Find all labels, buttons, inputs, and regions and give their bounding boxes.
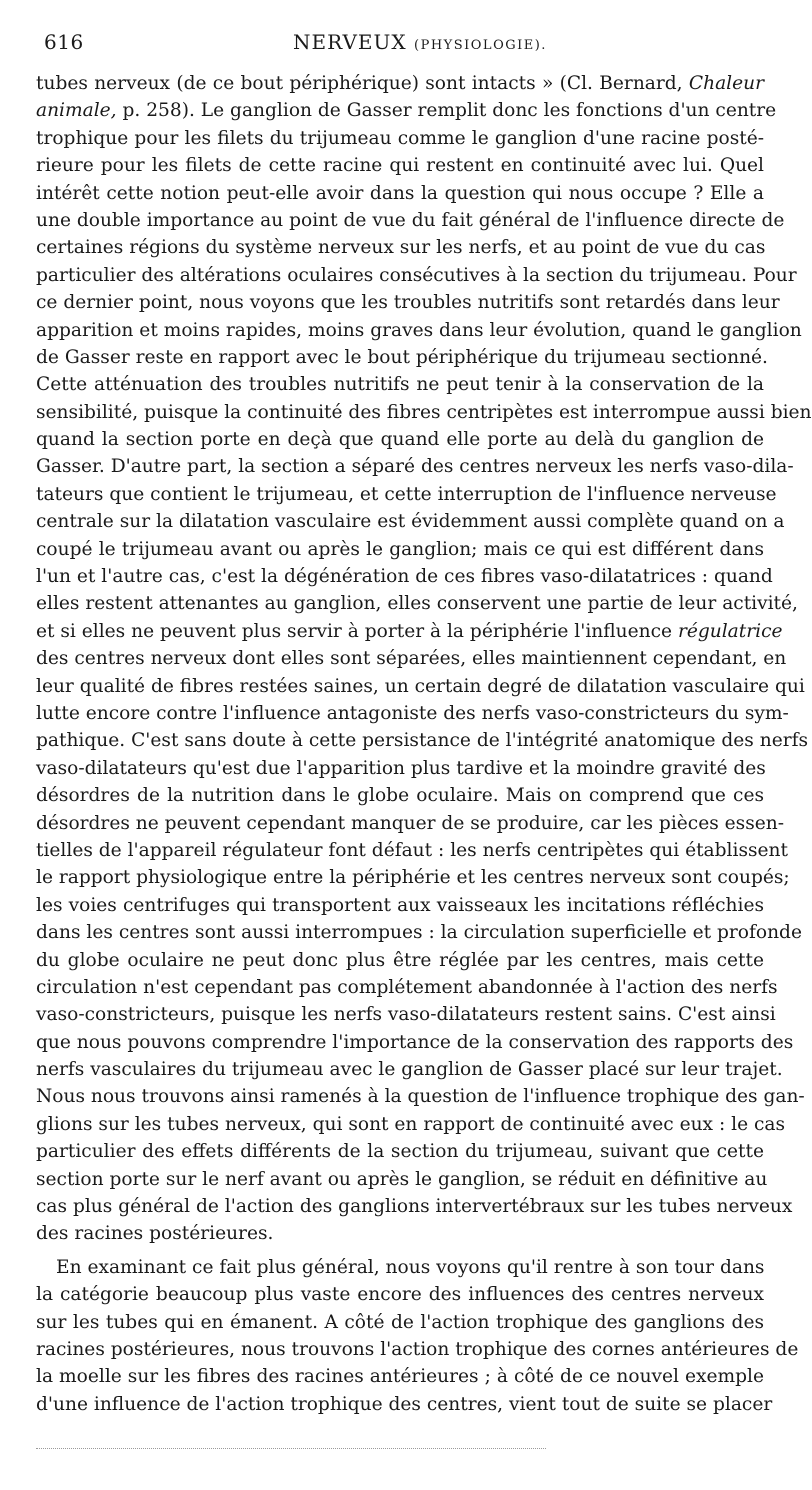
line-text: le rapport physiologique entre la périphérie et les centres nerveux sont coupés; (36, 867, 790, 889)
line-text: une double importance au point de vue du fait général de l'influence directe de (36, 209, 785, 231)
line-text: les voies centrifuges qui transportent aux vaisseaux les incitations réfléchies (36, 894, 764, 916)
text-line (36, 453, 794, 480)
text-line (36, 974, 778, 1001)
text-line (36, 1083, 805, 1110)
line-text: intérêt cette notion peut-elle avoir dans la question qui nous occupe ? Elle a (36, 182, 764, 204)
line-text: circulation n'est cependant pas complétement abandonnée à l'action des nerfs (36, 976, 778, 998)
text-line (36, 371, 764, 398)
text-line (36, 590, 798, 617)
text-line (36, 1309, 764, 1336)
text-line (36, 947, 764, 974)
line-text: coupé le trijumeau avant ou après le ganglion; mais ce qui est différent dans (36, 538, 764, 560)
text-line (36, 508, 785, 535)
text-line (36, 892, 764, 919)
line-text: l'un et l'autre cas, c'est la dégénération de ces fibres vaso-dilatatrices : quand (36, 566, 773, 588)
line-text: tielles de l'appareil régulateur font défaut : les nerfs centripètes qui établissent (36, 839, 788, 861)
line-text: trophique pour les filets du trijumeau comme le ganglion d'une racine posté- (36, 127, 764, 149)
text-line (36, 1336, 799, 1363)
running-header (36, 30, 764, 60)
text-line (36, 727, 809, 754)
text-line (36, 481, 777, 508)
text-line (36, 1193, 793, 1220)
line-text: dans les centres sont aussi interrompues : la circulation superficielle et profonde (36, 922, 802, 944)
line-text: de Gasser reste en rapport avec le bout périphérique du trijumeau sectionné. (36, 346, 768, 368)
line-text: du globe oculaire ne peut donc plus être réglée par les centres, mais cette (36, 949, 764, 971)
text-line (36, 673, 805, 700)
text-line (36, 70, 764, 97)
line-text: particulier des effets différents de la section du trijumeau, suivant que cette (36, 1141, 764, 1163)
paragraph-2 (36, 1254, 799, 1418)
text-line (36, 399, 812, 426)
body-text (36, 70, 812, 1418)
line-text: désordres ne peuvent cependant manquer de se produire, car les pièces essen- (36, 812, 784, 834)
line-text: cas plus général de l'action des ganglions intervertébraux sur les tubes nerveux (36, 1196, 793, 1218)
text-line (36, 864, 790, 891)
text-line (36, 755, 764, 782)
line-text: elles restent attenantes au ganglion, elles conservent une partie de leur activité, (36, 593, 798, 615)
line-text: leur qualité de fibres restées saines, un certain degré de dilatation vasculaire qui (36, 675, 805, 697)
text-line (36, 1391, 773, 1418)
text-line (36, 1029, 794, 1056)
text-line (36, 1056, 783, 1083)
text-line (36, 782, 764, 809)
line-text: vaso-constricteurs, puisque les nerfs vaso-dilatateurs restent sains. C'est ainsi (36, 1004, 776, 1026)
line-text: pathique. C'est sans doute à cette persistance de l'intégrité anatomique des nerfs (36, 730, 809, 752)
line-text: racines postérieures, nous trouvons l'action trophique des cornes antérieures de (36, 1338, 799, 1360)
paragraph-1 (36, 70, 812, 1248)
text-line (36, 152, 764, 179)
footer-rule (36, 1448, 546, 1449)
line-text: nerfs vasculaires du trijumeau avec le ganglion de Gasser placé sur leur trajet. (36, 1059, 783, 1081)
line-text: tubes nerveux (de ce bout périphérique) sont intacts » (Cl. Bernard, (36, 73, 689, 94)
text-line (36, 234, 764, 261)
running-title-main: NERVEUX (293, 30, 407, 54)
line-text: Cette atténuation des troubles nutritifs ne peut tenir à la conservation de la (36, 374, 764, 396)
text-line (36, 536, 764, 563)
text-line (36, 289, 780, 316)
italic-text: Chaleur (688, 73, 764, 94)
text-line (36, 317, 802, 344)
text-line (36, 1111, 786, 1138)
page-number: 616 (44, 30, 84, 54)
text-line (36, 563, 773, 590)
text-line (36, 1281, 764, 1308)
italic-text: animale, (36, 100, 117, 122)
line-text: certaines régions du système nerveux sur les nerfs, et au point de vue du cas (36, 237, 766, 259)
line-text: Nous nous trouvons ainsi ramenés à la question de l'influence trophique des gan- (36, 1086, 805, 1108)
text-line (36, 837, 788, 864)
line-text: la catégorie beaucoup plus vaste encore des influences des centres nerveux (36, 1284, 764, 1306)
line-text: d'une influence de l'action trophique des centres, vient tout de suite se placer (36, 1393, 773, 1415)
line-text: désordres de la nutrition dans le globe oculaire. Mais on comprend que ces (36, 785, 764, 807)
line-text: que nous pouvons comprendre l'importance de la conservation des rapports des (36, 1031, 794, 1053)
text-line (36, 125, 764, 152)
text-line (36, 1166, 768, 1193)
line-text: lutte encore contre l'influence antagoniste des nerfs vaso-constricteurs du sym- (36, 702, 789, 724)
line-text: centrale sur la dilatation vasculaire est évidemment aussi complète quand on a (36, 511, 785, 533)
line-text: tateurs que contient le trijumeau, et cette interruption de l'influence nerveuse (36, 483, 777, 505)
line-text: Gasser. D'autre part, la section a séparé des centres nerveux les nerfs vaso-dila- (36, 456, 794, 478)
text-line (36, 645, 787, 672)
line-text: rieure pour les filets de cette racine qui restent en continuité avec lui. Quel (36, 155, 764, 177)
italic-text: régulatrice (677, 620, 783, 642)
running-title (36, 30, 764, 54)
text-line (36, 1254, 764, 1281)
text-line (36, 700, 789, 727)
text-line (36, 1363, 764, 1390)
text-line (36, 810, 784, 837)
text-line (36, 1220, 764, 1247)
line-text: et si elles ne peuvent plus servir à porter à la périphérie l'influence (36, 620, 678, 642)
line-text: ce dernier point, nous voyons que les troubles nutritifs sont retardés dans leur (36, 292, 780, 314)
line-text: quand la section porte en deçà que quand elle porte au delà du ganglion de (36, 429, 764, 451)
text-line (36, 97, 777, 124)
text-line (36, 1138, 764, 1165)
line-text: p. 258). Le ganglion de Gasser remplit donc les fonctions d'un centre (116, 100, 777, 122)
line-text: sensibilité, puisque la continuité des fibres centripètes est interrompue aussi bien (36, 401, 812, 423)
running-title-sub: (PHYSIOLOGIE). (414, 38, 547, 53)
text-line (36, 207, 785, 234)
line-text: vaso-dilatateurs qu'est due l'apparition plus tardive et la moindre gravité des (36, 757, 766, 779)
line-text: section porte sur le nerf avant ou après le ganglion, se réduit en définitive au (36, 1168, 768, 1190)
text-line (36, 919, 802, 946)
line-text: des racines postérieures. (36, 1223, 274, 1245)
text-line (36, 1001, 776, 1028)
line-text: sur les tubes qui en émanent. A côté de l'action trophique des ganglions des (36, 1311, 764, 1333)
line-text: la moelle sur les fibres des racines antérieures ; à côté de ce nouvel exemple (36, 1366, 764, 1388)
text-line (36, 426, 764, 453)
line-text: apparition et moins rapides, moins graves dans leur évolution, quand le ganglion (36, 319, 802, 341)
text-line (36, 344, 768, 371)
text-line (36, 262, 797, 289)
line-text: particulier des altérations oculaires consécutives à la section du trijumeau. Pour (36, 264, 797, 286)
text-line (36, 180, 764, 207)
line-text: des centres nerveux dont elles sont séparées, elles maintiennent cependant, en (36, 648, 787, 670)
line-text: En examinant ce fait plus général, nous voyons qu'il rentre à son tour dans (56, 1256, 765, 1278)
text-line (36, 618, 783, 645)
line-text: glions sur les tubes nerveux, qui sont en rapport de continuité avec eux : le cas (36, 1113, 786, 1135)
